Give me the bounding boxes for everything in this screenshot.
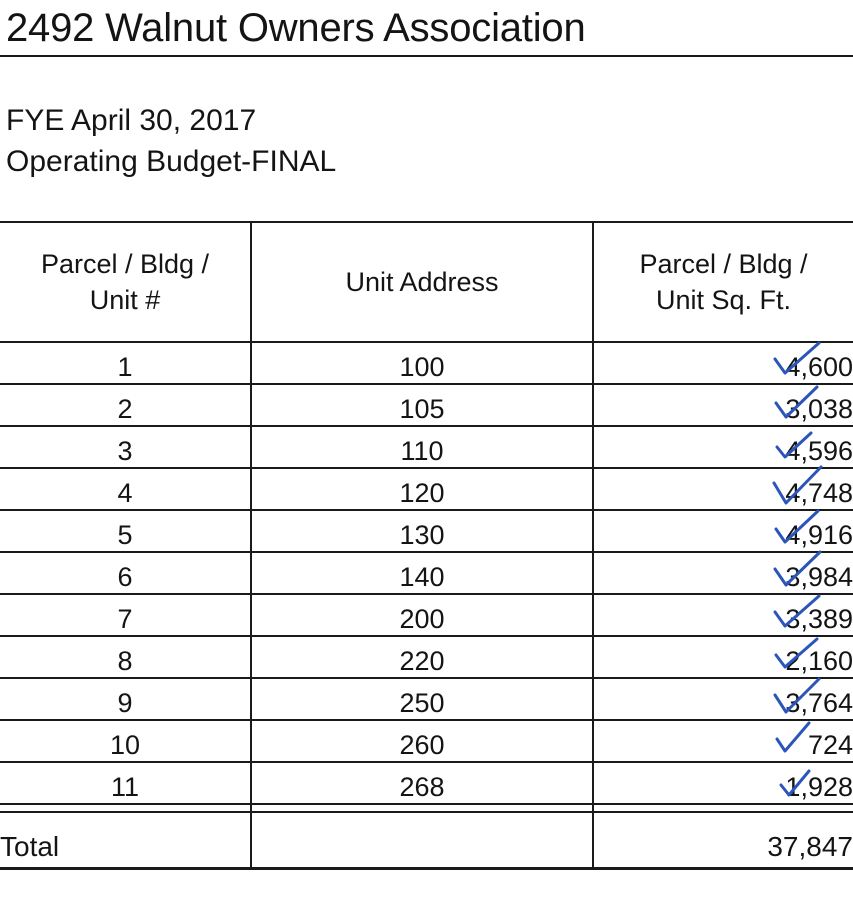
fiscal-year-label: FYE April 30, 2017 [6,104,257,137]
unit-sqft-value: 3,389 [785,604,853,634]
checkmark-icon [771,759,823,803]
header-unit-address-text: Unit Address [345,267,499,297]
header-unit-sqft-line1: Parcel / Bldg / [639,249,808,279]
unit-sqft-value: 4,748 [785,478,853,508]
spacer-row [0,804,853,812]
unit-address-cell: 220 [251,636,593,678]
checkmark-icon [771,549,823,593]
unit-sqft-cell [593,552,853,594]
unit-address-cell: 200 [251,594,593,636]
table-row [0,342,853,384]
unit-sqft-value: 3,038 [785,394,853,424]
spacer-cell [593,804,853,812]
table-row [0,678,853,720]
unit-sqft-cell [593,384,853,426]
spacer-cell [251,804,593,812]
unit-sqft-cell [593,594,853,636]
total-label: Total [0,812,251,869]
unit-number-cell: 6 [0,552,251,594]
unit-number-cell: 3 [0,426,251,468]
unit-number-cell: 7 [0,594,251,636]
table-row [0,468,853,510]
checkmark-icon [771,465,823,509]
unit-sqft-value: 1,928 [785,772,853,802]
unit-number-cell: 9 [0,678,251,720]
unit-sqft-value: 4,916 [785,520,853,550]
checkmark-icon [771,507,823,551]
checkmark-icon [771,381,823,425]
budget-type-label: Operating Budget-FINAL [6,145,337,178]
unit-address-cell: 140 [251,552,593,594]
header-unit-number-line2: Unit # [89,285,161,315]
unit-address-cell: 130 [251,510,593,552]
unit-sqft-cell [593,426,853,468]
unit-address-cell: 110 [251,426,593,468]
unit-address-cell: 260 [251,720,593,762]
table-row [0,636,853,678]
unit-sqft-value: 2,160 [785,646,853,676]
table-footer [0,804,853,869]
checkmark-icon [771,717,823,761]
unit-sqft-cell [593,720,853,762]
unit-sqft-cell [593,636,853,678]
total-sqft: 37,847 [593,812,853,869]
unit-number-cell: 2 [0,384,251,426]
unit-address-cell: 105 [251,384,593,426]
unit-number-cell: 11 [0,762,251,804]
header-unit-address [251,222,593,342]
total-row [0,812,853,869]
unit-number-cell: 4 [0,468,251,510]
table-row [0,762,853,804]
unit-address-cell: 268 [251,762,593,804]
unit-sqft-value: 3,984 [785,562,853,592]
table-row [0,510,853,552]
checkmark-icon [771,633,823,677]
unit-sqft-value: 724 [807,730,853,760]
unit-sqft-cell [593,762,853,804]
unit-number-cell: 1 [0,342,251,384]
unit-address-cell: 100 [251,342,593,384]
header-unit-sqft [593,222,853,342]
total-address [251,812,593,869]
unit-sqft-value: 4,600 [785,352,853,382]
header-unit-number [0,222,251,342]
title-divider [0,55,853,57]
document-title: 2492 Walnut Owners Association [6,6,586,50]
header-unit-sqft-line2: Unit Sq. Ft. [655,285,792,315]
budget-table [0,221,853,870]
unit-sqft-cell [593,342,853,384]
checkmark-icon [771,591,823,635]
unit-number-cell: 8 [0,636,251,678]
table-row [0,426,853,468]
unit-sqft-value: 3,764 [785,688,853,718]
header-unit-number-line1: Parcel / Bldg / [40,249,210,279]
checkmark-icon [771,423,823,467]
table-header-row [0,222,853,342]
checkmark-icon [771,339,823,383]
unit-sqft-cell [593,468,853,510]
unit-address-cell: 250 [251,678,593,720]
table-row [0,594,853,636]
unit-address-cell: 120 [251,468,593,510]
checkmark-icon [771,675,823,719]
table-body [0,342,853,804]
spacer-cell [0,804,251,812]
table-row [0,720,853,762]
table-row [0,552,853,594]
unit-number-cell: 10 [0,720,251,762]
unit-sqft-cell [593,510,853,552]
table-row [0,384,853,426]
unit-number-cell: 5 [0,510,251,552]
unit-sqft-value: 4,596 [785,436,853,466]
unit-sqft-cell [593,678,853,720]
